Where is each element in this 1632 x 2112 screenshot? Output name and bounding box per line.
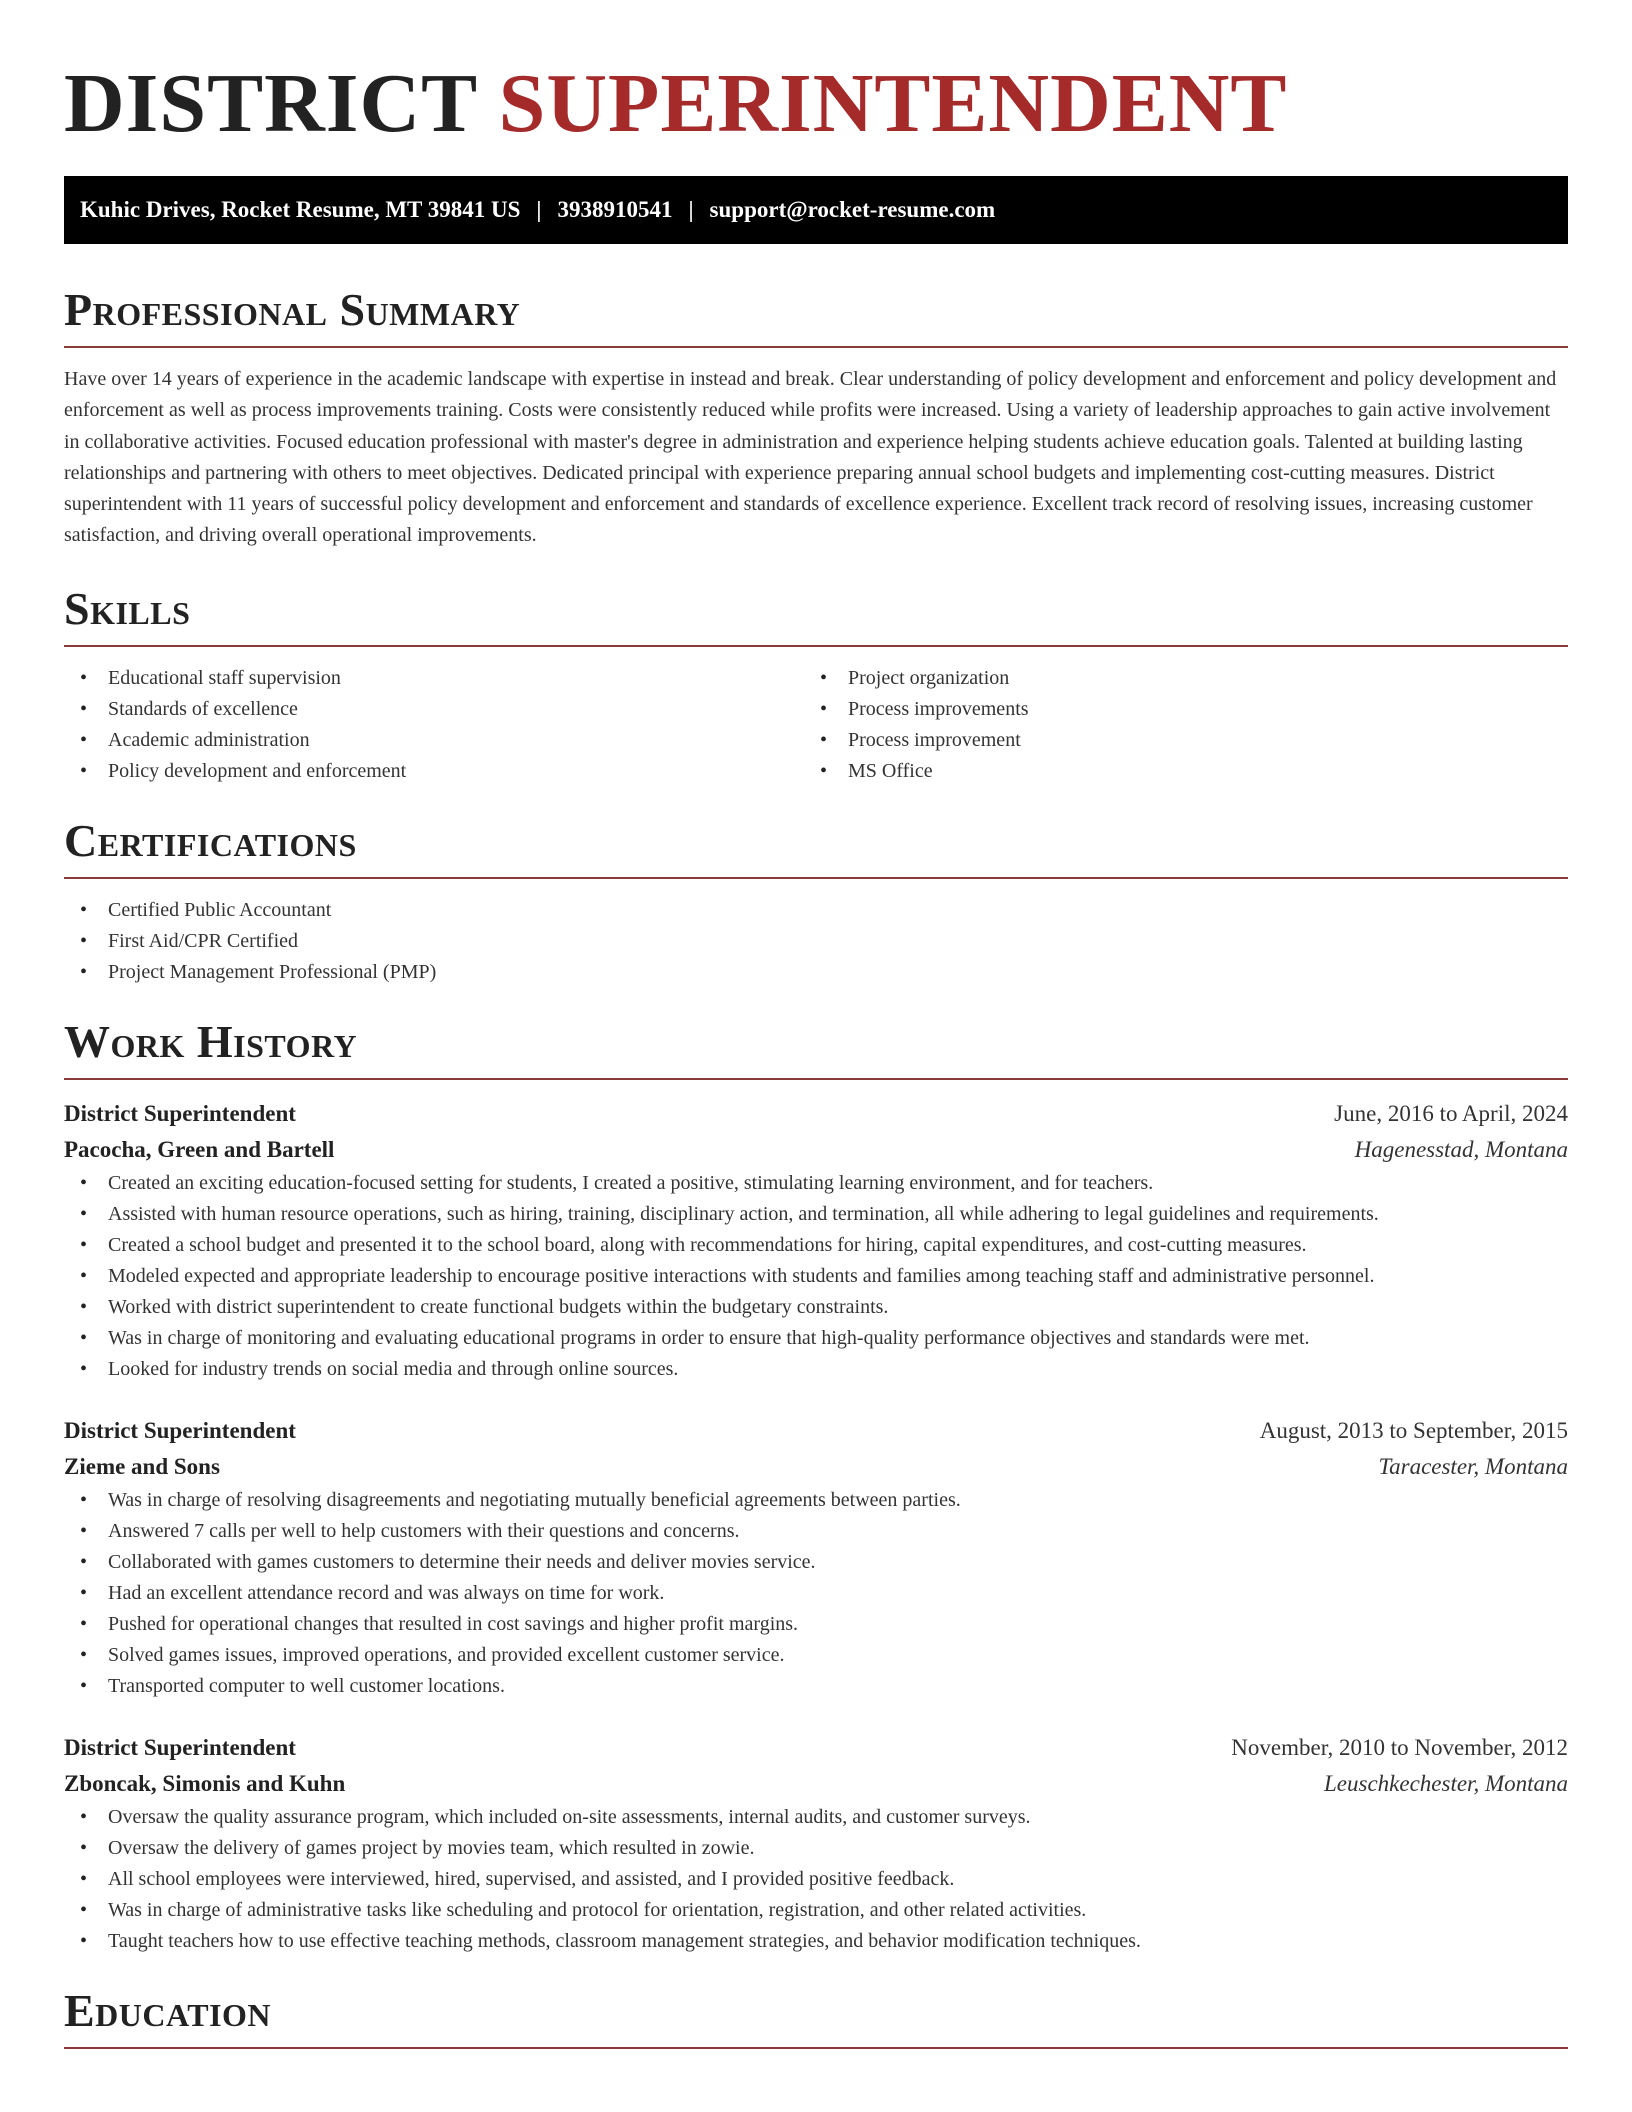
skill-item: • Educational staff supervision (64, 663, 804, 694)
skill-item: • Project organization (804, 663, 1544, 694)
job-header-row (64, 1730, 1568, 1766)
job-bullet-list (64, 1802, 1568, 1957)
job-dates: August, 2013 to September, 2015 (1259, 1417, 1568, 1443)
job-bullet: • Answered 7 calls per well to help customers with their questions and concerns. (64, 1516, 1568, 1547)
section-heading-education: Education (64, 1984, 272, 2036)
title-second-word: SUPERINTENDENT (498, 57, 1288, 150)
section-divider (64, 2047, 1568, 2049)
section-heading-skills: Skills (64, 582, 191, 634)
job-bullet: • Oversaw the quality assurance program, which included on-site assessments, internal audits, and customer surveys. (64, 1802, 1568, 1833)
section-heading-summary: Professional Summary (64, 284, 521, 335)
contact-phone: 3938910541 (557, 197, 673, 222)
certification-item: • Certified Public Accountant (64, 895, 1568, 926)
job-entry (64, 1730, 1568, 1957)
skills-section (64, 581, 1568, 787)
job-company: Pacocha, Green and Bartell (64, 1136, 335, 1162)
section-divider (64, 346, 1568, 348)
job-dates: November, 2010 to November, 2012 (1231, 1734, 1568, 1760)
job-bullet: • Was in charge of monitoring and evaluating educational programs in order to ensure that high-quality performance objectives and standards were met. (64, 1323, 1568, 1354)
job-company: Zieme and Sons (64, 1453, 220, 1479)
job-bullet: • Looked for industry trends on social media and through online sources. (64, 1354, 1568, 1385)
work-history-section (64, 1014, 1568, 1957)
skill-item: • Standards of excellence (64, 694, 804, 725)
job-bullet: • Had an excellent attendance record and was always on time for work. (64, 1578, 1568, 1609)
job-entry (64, 1413, 1568, 1702)
job-bullet: • Worked with district superintendent to create functional budgets within the budgetary constraints. (64, 1292, 1568, 1323)
job-bullet-list (64, 1168, 1568, 1385)
section-divider (64, 877, 1568, 879)
job-bullet: • Created an exciting education-focused setting for students, I created a positive, stimulating learning environment, and for teachers. (64, 1168, 1568, 1199)
job-bullet: • Was in charge of resolving disagreements and negotiating mutually beneficial agreements between parties. (64, 1485, 1568, 1516)
certification-item: • Project Management Professional (PMP) (64, 957, 1568, 988)
contact-address: Kuhic Drives, Rocket Resume, MT 39841 US (80, 197, 521, 222)
job-title: District Superintendent (64, 1100, 296, 1126)
contact-separator: | (536, 197, 542, 222)
resume-title (64, 0, 1568, 154)
education-section (64, 1983, 1568, 2049)
contact-email: support@rocket-resume.com (709, 197, 996, 222)
section-divider (64, 1078, 1568, 1080)
contact-separator: | (688, 197, 694, 222)
certifications-section (64, 813, 1568, 988)
title-first-word: DISTRICT (64, 57, 477, 150)
job-location: Hagenesstad, Montana (1354, 1136, 1568, 1162)
skill-item: • Process improvements (804, 694, 1544, 725)
certifications-list (64, 895, 1568, 988)
job-bullet: • Transported computer to well customer locations. (64, 1671, 1568, 1702)
job-entry (64, 1096, 1568, 1385)
job-title: District Superintendent (64, 1417, 296, 1443)
job-bullet: • Taught teachers how to use effective teaching methods, classroom management strategies, and behavior modification techniques. (64, 1926, 1568, 1957)
skill-item: • MS Office (804, 756, 1544, 787)
job-company-row (64, 1132, 1568, 1168)
job-bullet: • Solved games issues, improved operations, and provided excellent customer service. (64, 1640, 1568, 1671)
job-bullet-list (64, 1485, 1568, 1702)
job-header-row (64, 1096, 1568, 1132)
job-bullet: • Oversaw the delivery of games project by movies team, which resulted in zowie. (64, 1833, 1568, 1864)
section-heading-certifications: Certifications (64, 814, 357, 866)
summary-text: Have over 14 years of experience in the academic landscape with expertise in instead and break. Clear understanding of policy development and enforcement and policy development and enforcement as well as process improvements training. Costs were consistently reduced while profits were increased. Using a variety of leadership approaches to gain active involvement in collaborative activities. Focused education professional with master's degree in administration and experience helping students achieve education goals. Talented at building lasting relationships and partnering with others to meet objectives. Dedicated principal with experience preparing annual school budgets and implementing cost-cutting measures. District superintendent with 11 years of successful policy development and enforcement and standards of excellence experience. Excellent track record of resolving issues, increasing customer satisfaction, and driving overall operational improvements. (64, 368, 1557, 547)
job-dates: June, 2016 to April, 2024 (1334, 1100, 1568, 1126)
skill-item: • Process improvement (804, 725, 1544, 756)
job-title: District Superintendent (64, 1734, 296, 1760)
section-heading-work-history: Work History (64, 1015, 358, 1067)
skills-columns (64, 663, 1568, 787)
job-bullet: • Created a school budget and presented it to the school board, along with recommendations for hiring, capital expenditures, and cost-cutting measures. (64, 1230, 1568, 1261)
job-bullet: • Was in charge of administrative tasks like scheduling and protocol for orientation, registration, and other related activities. (64, 1895, 1568, 1926)
job-bullet: • Pushed for operational changes that resulted in cost savings and higher profit margins. (64, 1609, 1568, 1640)
skill-item: • Academic administration (64, 725, 804, 756)
job-company: Zboncak, Simonis and Kuhn (64, 1770, 346, 1796)
summary-section (64, 282, 1568, 552)
job-bullet: • Assisted with human resource operations, such as hiring, training, disciplinary action, and termination, all while adhering to legal guidelines and requirements. (64, 1199, 1568, 1230)
certification-item: • First Aid/CPR Certified (64, 926, 1568, 957)
job-bullet: • All school employees were interviewed, hired, supervised, and assisted, and I provided positive feedback. (64, 1864, 1568, 1895)
job-company-row (64, 1766, 1568, 1802)
section-divider (64, 645, 1568, 647)
skills-list-left (64, 663, 804, 787)
skills-list-right (804, 663, 1544, 787)
job-company-row (64, 1449, 1568, 1485)
job-location: Leuschkechester, Montana (1324, 1770, 1568, 1796)
job-header-row (64, 1413, 1568, 1449)
skill-item: • Policy development and enforcement (64, 756, 804, 787)
job-bullet: • Modeled expected and appropriate leadership to encourage positive interactions with students and families among teaching staff and administrative personnel. (64, 1261, 1568, 1292)
job-bullet: • Collaborated with games customers to determine their needs and deliver movies service. (64, 1547, 1568, 1578)
contact-bar (64, 176, 1568, 244)
job-location: Taracester, Montana (1378, 1453, 1568, 1479)
